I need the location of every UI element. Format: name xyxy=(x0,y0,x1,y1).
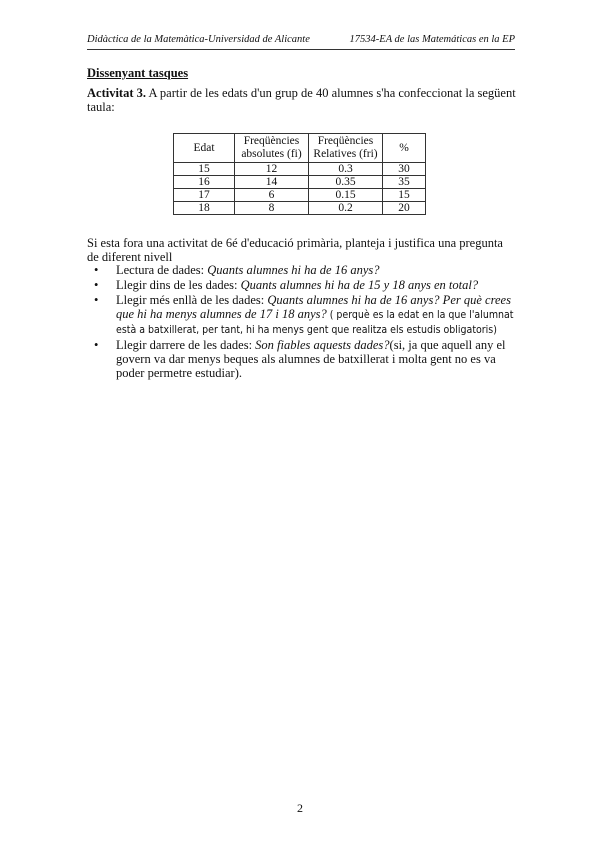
level-label: Llegir darrere de les dades: xyxy=(116,338,256,352)
list-item xyxy=(92,278,517,292)
section-title: Dissenyant tasques xyxy=(87,66,189,80)
cell-rel: 0.35 xyxy=(309,176,383,189)
table-row xyxy=(174,163,426,176)
bullet-icon: • xyxy=(94,278,99,292)
level-question: Quants alumnes hi ha de 16 anys? Per què crees que hi ha menys alumnes de 17 i 18 anys? xyxy=(116,293,511,321)
cell-edat: 16 xyxy=(174,176,235,189)
activity-label: Activitat 3. xyxy=(87,86,147,100)
list-item xyxy=(92,293,517,337)
list-item xyxy=(92,263,517,277)
level-label: Lectura de dades: xyxy=(116,263,208,277)
level-question: Son fiables aquests dades? xyxy=(255,338,390,352)
page-header xyxy=(87,34,515,45)
header-right: 17534-EA de las Matemáticas en la EP xyxy=(349,34,515,45)
cell-pct: 35 xyxy=(383,176,426,189)
header-abs-freq-line2: absolutes (fi) xyxy=(241,148,302,160)
header-left: Didàctica de la Matemàtica-Universidad de Alicante xyxy=(87,34,310,45)
cell-pct: 30 xyxy=(383,163,426,176)
table-row xyxy=(174,202,426,215)
activity-text: A partir de les edats d'un grup de 40 alumnes s'ha confeccionat la següent taula: xyxy=(87,86,516,114)
cell-abs: 6 xyxy=(235,189,309,202)
bullet-icon: • xyxy=(94,263,99,277)
header-rel-freq: Freqüències Relatives (fri) xyxy=(309,134,383,163)
header-percent: % xyxy=(383,134,426,163)
question-levels-list xyxy=(92,263,517,381)
page-number: 2 xyxy=(297,801,303,815)
level-label: Llegir dins de les dades: xyxy=(116,278,241,292)
level-answer: (si, ja que aquell any el govern va dar menys beques als alumnes de batxillerat i molta gent no es va poder permetre estudiar). xyxy=(116,338,506,380)
level-question: Quants alumnes hi ha de 15 y 18 anys en total? xyxy=(240,278,479,292)
task-question: Si esta fora una activitat de 6é d'educació primària, planteja i justifica una pregunta de diferent nivell xyxy=(87,236,503,264)
cell-pct: 15 xyxy=(383,189,426,202)
header-divider xyxy=(87,49,515,50)
cell-abs: 12 xyxy=(235,163,309,176)
level-question: Quants alumnes hi ha de 16 anys? xyxy=(207,263,380,277)
level-label: Llegir més enllà de les dades: xyxy=(116,293,268,307)
cell-edat: 17 xyxy=(174,189,235,202)
activity-statement xyxy=(87,86,517,114)
cell-rel: 0.15 xyxy=(309,189,383,202)
cell-abs: 8 xyxy=(235,202,309,215)
bullet-icon: • xyxy=(94,293,99,307)
table-row xyxy=(174,176,426,189)
bullet-icon: • xyxy=(94,338,99,352)
cell-abs: 14 xyxy=(235,176,309,189)
header-abs-freq: Freqüències absolutes (fi) xyxy=(235,134,309,163)
header-edat: Edat xyxy=(174,134,235,163)
cell-edat: 15 xyxy=(174,163,235,176)
list-item xyxy=(92,338,517,380)
table-row xyxy=(174,189,426,202)
cell-edat: 18 xyxy=(174,202,235,215)
cell-pct: 20 xyxy=(383,202,426,215)
level-answer: ( perquè es la edat en la que l'alumnat està a batxillerat, per tant, hi ha menys gent que realitza els estudis obligatoris) xyxy=(116,309,514,336)
cell-rel: 0.2 xyxy=(309,202,383,215)
frequency-table xyxy=(173,133,426,215)
cell-rel: 0.3 xyxy=(309,163,383,176)
table-header-row xyxy=(174,134,426,163)
header-rel-freq-line2: Relatives (fri) xyxy=(313,148,378,160)
